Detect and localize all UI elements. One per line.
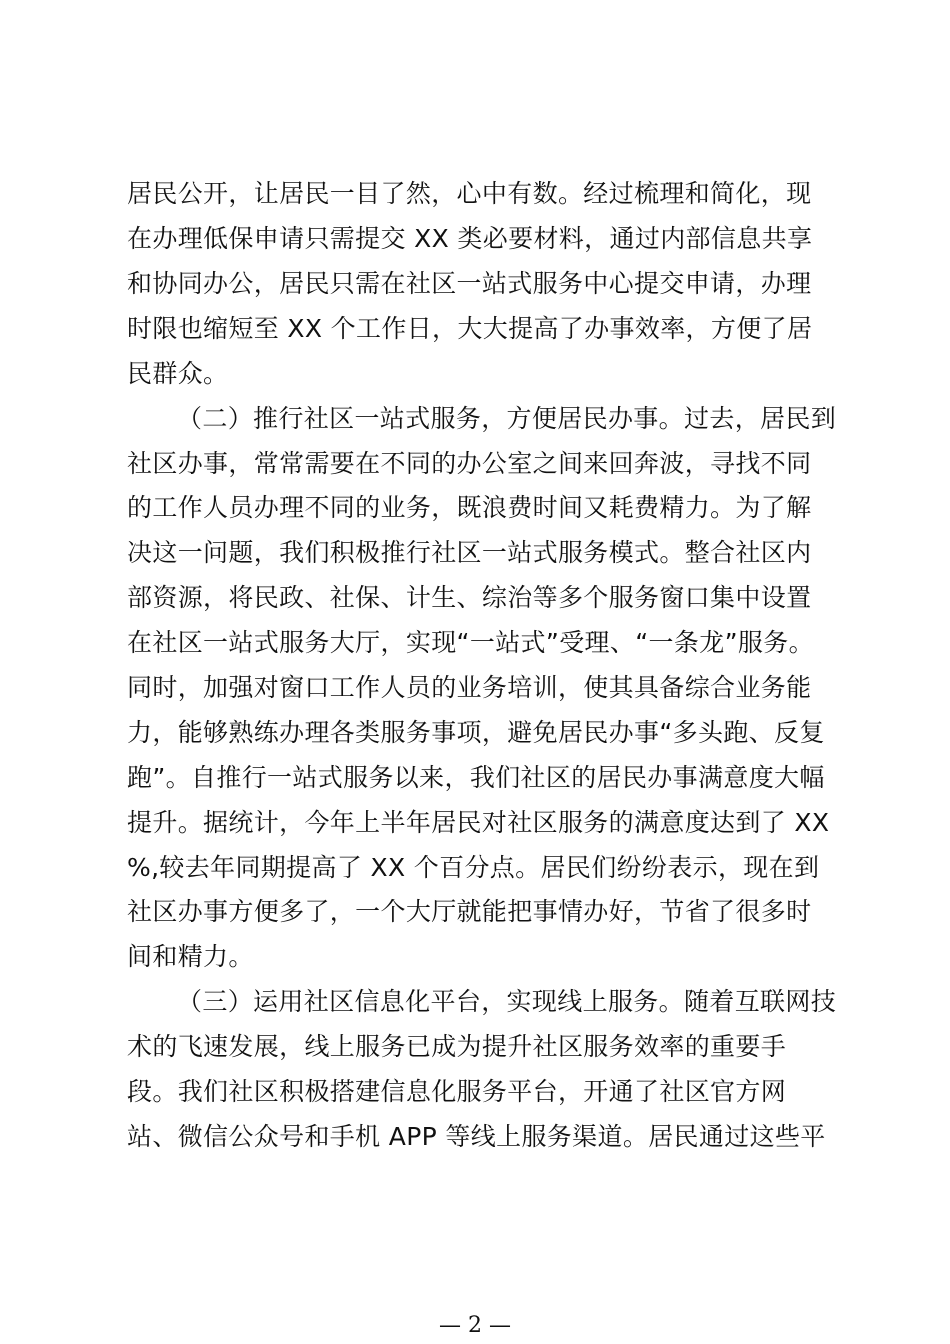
text-line: 和协同办公，居民只需在社区一站式服务中心提交申请，办理 bbox=[127, 269, 812, 298]
text-line: 间和精力。 bbox=[127, 942, 254, 971]
text-line: 居民公开，让居民一目了然，心中有数。经过梳理和简化，现 bbox=[127, 179, 812, 208]
text-line: 提升。据统计，今年上半年居民对社区服务的满意度达到了 XX bbox=[127, 808, 830, 837]
text-line: 跑”。自推行一站式服务以来，我们社区的居民办事满意度大幅 bbox=[127, 763, 825, 792]
text-line: 社区办事，常常需要在不同的办公室之间来回奔波，寻找不同 bbox=[127, 449, 812, 478]
text-line: 时限也缩短至 XX 个工作日，大大提高了办事效率，方便了居 bbox=[127, 314, 813, 343]
text-line: 段。我们社区积极搭建信息化服务平台，开通了社区官方网 bbox=[127, 1077, 787, 1106]
text-line: 同时，加强对窗口工作人员的业务培训，使其具备综合业务能 bbox=[127, 673, 812, 702]
text-line: 的工作人员办理不同的业务，既浪费时间又耗费精力。为了解 bbox=[127, 493, 812, 522]
page-number: — 2 — bbox=[439, 1313, 511, 1338]
text-line: 在办理低保申请只需提交 XX 类必要材料，通过内部信息共享 bbox=[127, 224, 813, 253]
section-heading-2: （二）推行社区一站式服务，方便居民办事。过去，居民到 bbox=[177, 404, 837, 433]
text-line: 术的飞速发展，线上服务已成为提升社区服务效率的重要手 bbox=[127, 1032, 787, 1061]
text-line: 力，能够熟练办理各类服务事项，避免居民办事“多头跑、反复 bbox=[127, 718, 825, 747]
text-line: 部资源，将民政、社保、计生、综治等多个服务窗口集中设置 bbox=[127, 583, 812, 612]
text-line: 在社区一站式服务大厅，实现“一站式”受理、“一条龙”服务。 bbox=[127, 628, 814, 657]
text-line: 站、微信公众号和手机 APP 等线上服务渠道。居民通过这些平 bbox=[127, 1122, 826, 1151]
section-heading-3: （三）运用社区信息化平台，实现线上服务。随着互联网技 bbox=[177, 987, 837, 1016]
text-line: 民群众。 bbox=[127, 359, 229, 388]
text-line: %,较去年同期提高了 XX 个百分点。居民们纷纷表示，现在到 bbox=[127, 853, 820, 882]
text-line: 决这一问题，我们积极推行社区一站式服务模式。整合社区内 bbox=[127, 538, 812, 567]
text-line: 社区办事方便多了，一个大厅就能把事情办好，节省了很多时 bbox=[127, 897, 812, 926]
